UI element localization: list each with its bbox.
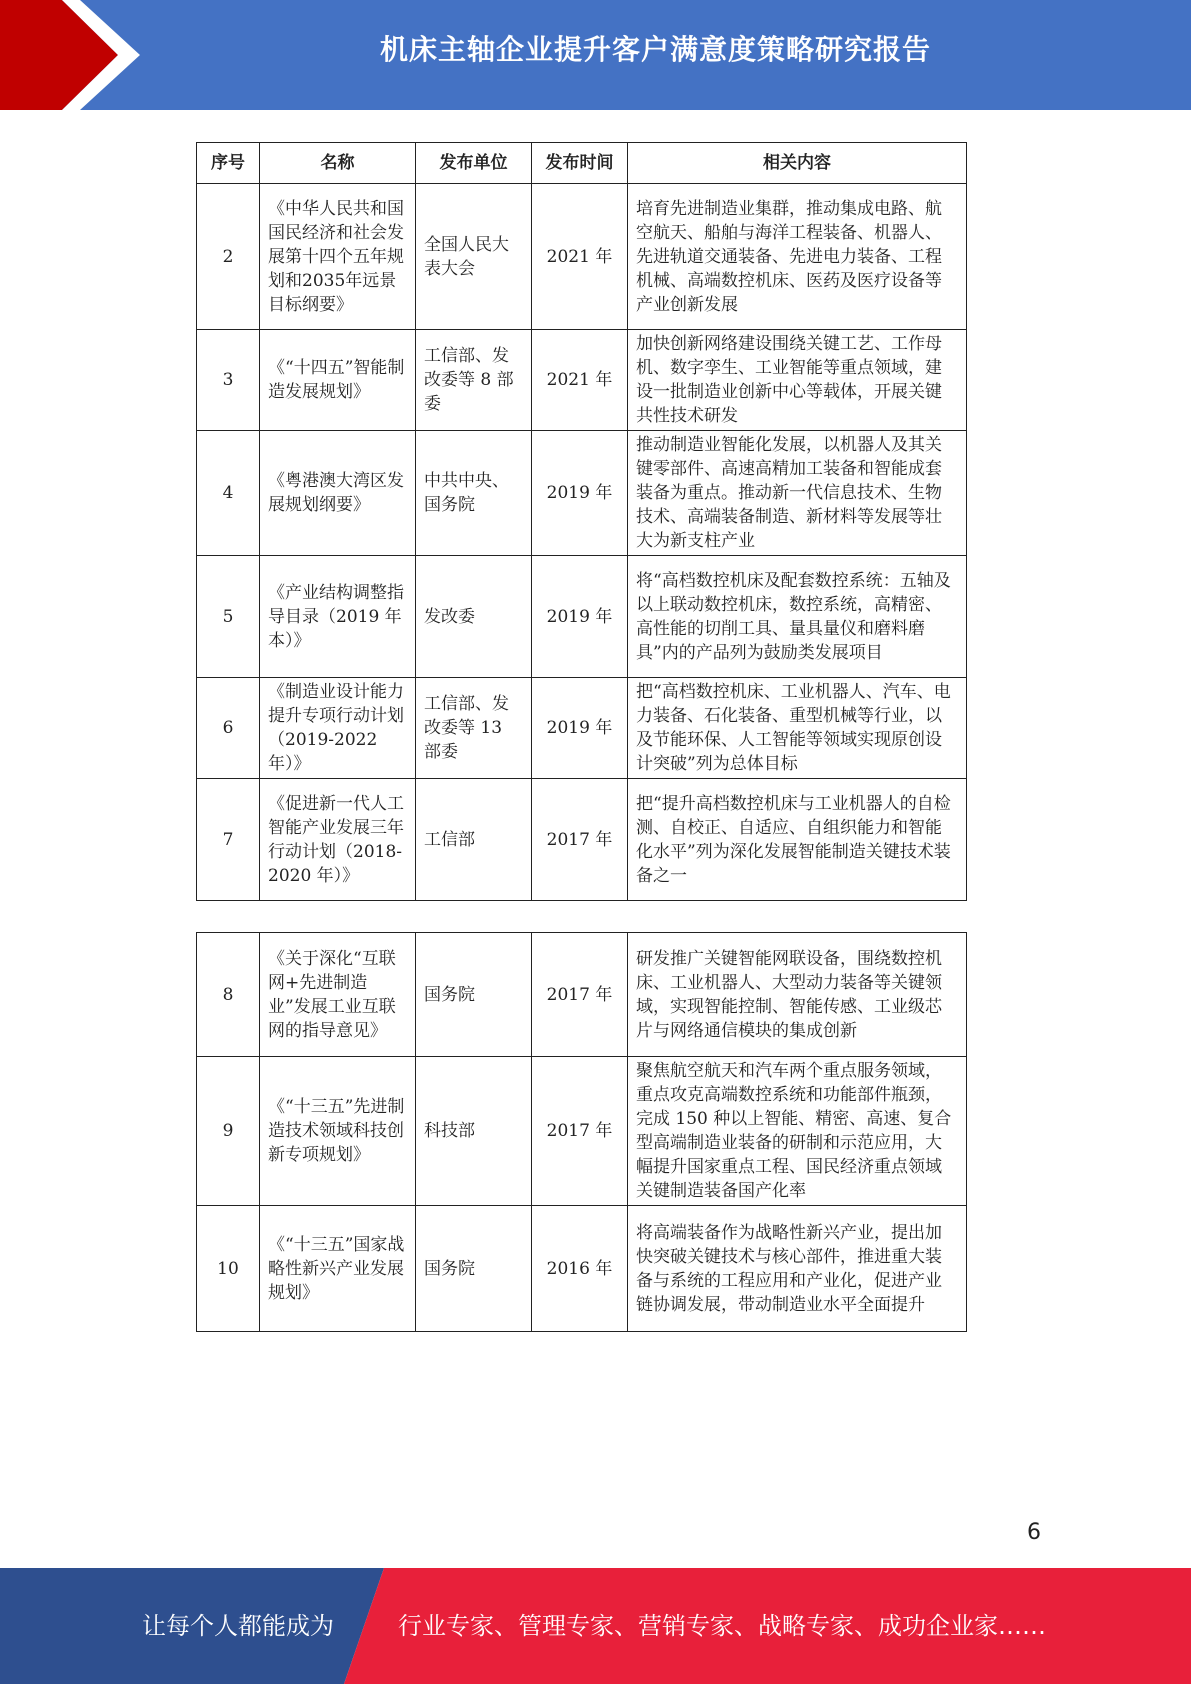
footer-banner bbox=[0, 1568, 1191, 1684]
row-content: 将高端装备作为战略性新兴产业，提出加快突破关键技术与核心部件，推进重大装备与系统的工程应用和产业化，促进产业链协调发展，带动制造业水平全面提升 bbox=[628, 1206, 967, 1332]
header-arrow-icon bbox=[0, 0, 160, 110]
header-content: 相关内容 bbox=[628, 143, 967, 184]
row-name: 《“十四五”智能制造发展规划》 bbox=[260, 330, 416, 431]
footer-slogan-left: 让每个人都能成为 bbox=[142, 1612, 334, 1640]
row-content: 研发推广关键智能网联设备，围绕数控机床、工业机器人、大型动力装备等关键领域，实现智能控制、智能传感、工业级芯片与网络通信模块的集成创新 bbox=[628, 933, 967, 1057]
row-name: 《促进新一代人工智能产业发展三年行动计划（2018-2020 年）》 bbox=[260, 779, 416, 901]
row-name: 《产业结构调整指导目录（2019 年本）》 bbox=[260, 556, 416, 678]
row-content: 加快创新网络建设围绕关键工艺、工作母机、数字孪生、工业智能等重点领域，建设一批制造业创新中心等载体，开展关键共性技术研发 bbox=[628, 330, 967, 431]
row-content: 推动制造业智能化发展，以机器人及其关键零部件、高速高精加工装备和智能成套装备为重点。推动新一代信息技术、生物技术、高端装备制造、新材料等发展等壮大为新支柱产业 bbox=[628, 431, 967, 556]
table-header-row bbox=[197, 143, 967, 184]
footer-slogan-right: 行业专家、管理专家、营销专家、战略专家、成功企业家…… bbox=[398, 1612, 1046, 1640]
row-content: 培育先进制造业集群，推动集成电路、航空航天、船舶与海洋工程装备、机器人、先进轨道交通装备、先进电力装备、工程机械、高端数控机床、医药及医疗设备等产业创新发展 bbox=[628, 184, 967, 330]
row-issuer: 中共中央、国务院 bbox=[416, 431, 532, 556]
row-time: 2019 年 bbox=[532, 556, 628, 678]
row-no: 5 bbox=[197, 556, 260, 678]
header-no: 序号 bbox=[197, 143, 260, 184]
row-no: 8 bbox=[197, 933, 260, 1057]
row-time: 2017 年 bbox=[532, 779, 628, 901]
row-no: 4 bbox=[197, 431, 260, 556]
row-issuer: 国务院 bbox=[416, 1206, 532, 1332]
row-no: 7 bbox=[197, 779, 260, 901]
header-issuer: 发布单位 bbox=[416, 143, 532, 184]
row-name: 《中华人民共和国国民经济和社会发展第十四个五年规划和2035年远景目标纲要》 bbox=[260, 184, 416, 330]
row-name: 《“十三五”先进制造技术领域科技创新专项规划》 bbox=[260, 1057, 416, 1206]
row-time: 2019 年 bbox=[532, 431, 628, 556]
row-content: 聚焦航空航天和汽车两个重点服务领域，重点攻克高端数控系统和功能部件瓶颈，完成 150 种以上智能、精密、高速、复合型高端制造业装备的研制和示范应用，大幅提升国家重点工程、国民经济重点领域关键制造装备国产化率 bbox=[628, 1057, 967, 1206]
row-issuer: 工信部 bbox=[416, 779, 532, 901]
row-time: 2021 年 bbox=[532, 184, 628, 330]
row-name: 《关于深化“互联网+先进制造业”发展工业互联网的指导意见》 bbox=[260, 933, 416, 1057]
report-title: 机床主轴企业提升客户满意度策略研究报告 bbox=[379, 33, 931, 66]
header-bar bbox=[0, 0, 1191, 110]
table-row bbox=[197, 184, 967, 330]
header-time: 发布时间 bbox=[532, 143, 628, 184]
policy-table bbox=[196, 142, 967, 901]
row-name: 《粤港澳大湾区发展规划纲要》 bbox=[260, 431, 416, 556]
row-content: 把“提升高档数控机床与工业机器人的自检测、自校正、自适应、自组织能力和智能化水平”列为深化发展智能制造关键技术装备之一 bbox=[628, 779, 967, 901]
table-row bbox=[197, 779, 967, 901]
row-no: 2 bbox=[197, 184, 260, 330]
policy-table-continued bbox=[196, 932, 967, 1332]
row-no: 3 bbox=[197, 330, 260, 431]
header-name: 名称 bbox=[260, 143, 416, 184]
row-issuer: 工信部、发改委等 8 部委 bbox=[416, 330, 532, 431]
table-row bbox=[197, 330, 967, 431]
row-time: 2019 年 bbox=[532, 678, 628, 779]
row-issuer: 国务院 bbox=[416, 933, 532, 1057]
table-row bbox=[197, 556, 967, 678]
page-number: 6 bbox=[1027, 1520, 1041, 1545]
row-issuer: 工信部、发改委等 13 部委 bbox=[416, 678, 532, 779]
table-row bbox=[197, 1206, 967, 1332]
row-no: 9 bbox=[197, 1057, 260, 1206]
row-time: 2016 年 bbox=[532, 1206, 628, 1332]
table-row bbox=[197, 431, 967, 556]
row-time: 2021 年 bbox=[532, 330, 628, 431]
row-issuer: 发改委 bbox=[416, 556, 532, 678]
row-name: 《制造业设计能力提升专项行动计划（2019-2022 年）》 bbox=[260, 678, 416, 779]
row-time: 2017 年 bbox=[532, 933, 628, 1057]
row-no: 10 bbox=[197, 1206, 260, 1332]
table-row bbox=[197, 678, 967, 779]
row-time: 2017 年 bbox=[532, 1057, 628, 1206]
row-content: 把“高档数控机床、工业机器人、汽车、电力装备、石化装备、重型机械等行业，以及节能环保、人工智能等领域实现原创设计突破”列为总体目标 bbox=[628, 678, 967, 779]
table-row bbox=[197, 933, 967, 1057]
row-issuer: 科技部 bbox=[416, 1057, 532, 1206]
row-issuer: 全国人民大表大会 bbox=[416, 184, 532, 330]
row-content: 将“高档数控机床及配套数控系统：五轴及以上联动数控机床，数控系统，高精密、高性能的切削工具、量具量仪和磨料磨具”内的产品列为鼓励类发展项目 bbox=[628, 556, 967, 678]
row-no: 6 bbox=[197, 678, 260, 779]
row-name: 《“十三五”国家战略性新兴产业发展规划》 bbox=[260, 1206, 416, 1332]
table-row bbox=[197, 1057, 967, 1206]
